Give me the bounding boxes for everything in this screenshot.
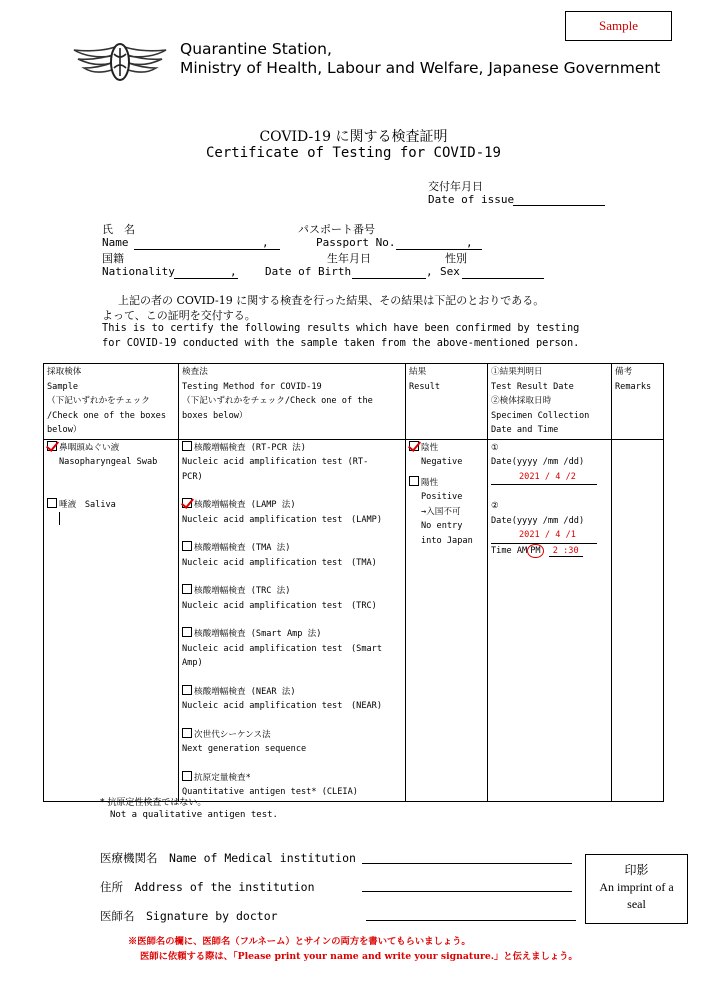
near-checkbox[interactable] [182,685,192,695]
birth-field[interactable] [352,278,426,279]
sample-header-note1: （下記いずれかをチェック [47,396,150,406]
birth-label-en: Date of Birth [265,265,352,278]
ngs-checkbox[interactable] [182,728,192,738]
pm-circled: PM [527,544,543,558]
positive-label-en: Positive [421,492,463,502]
rtpcr-label-jp: 核酸増幅検査 (RT-PCR 法) [194,442,306,453]
ngs-label-en1: Next generation sequence [182,744,307,754]
date2-value[interactable]: 2021 / 4 /1 [491,528,597,544]
date1-value[interactable]: 2021 / 4 /2 [491,470,597,486]
negative-label-jp: 陰性 [421,442,439,453]
sex-label-en: Sex [440,265,460,278]
rtpcr-checkbox[interactable] [182,441,192,451]
date1-format: Date(yyyy /mm /dd) [491,457,585,467]
col-date-header [488,364,612,440]
doctor-label-jp: 医師名 [100,909,135,923]
date1-marker: ① [491,442,499,453]
remarks-header-jp: 備考 [615,367,633,377]
title-en: Certificate of Testing for COVID-19 [205,145,501,161]
lamp-label-en1: Nucleic acid amplification test (LAMP) [182,514,383,525]
date-cell [488,439,612,801]
address-label [100,879,315,895]
date2-marker: ② [491,501,499,511]
near-label-jp: 核酸増幅検査 (NEAR 法) [194,686,296,697]
passport-comma: , [466,236,473,249]
sample-header-en: Sample [47,381,79,392]
smartamp-label-jp: 核酸増幅検査 (Smart Amp 法) [194,629,322,639]
method-header-jp: 検査法 [182,367,208,377]
method-option-ngs[interactable] [182,728,402,743]
trc-label-jp: 核酸増幅検査 (TRC 法) [194,586,291,596]
address-field[interactable] [362,891,572,892]
institution-label [100,850,356,866]
trc-label-en1: Nucleic acid amplification test (TRC) [182,600,377,611]
method-cell [179,439,406,801]
tma-label-jp: 核酸増幅検査 (TMA 法) [194,543,291,553]
footnote-en: Not a qualitative antigen test. [110,810,278,820]
statement-en-2: for COVID-19 conducted with the sample taken from the above-mentioned person. [102,337,580,349]
date-header-en1: Test Result Date [491,381,574,392]
institution-field[interactable] [362,863,572,864]
statement-jp-2: よって、この証明を交付する。 [102,309,256,322]
trc-checkbox[interactable] [182,584,192,594]
swab-checkbox[interactable] [47,441,57,451]
sample-option-swab[interactable] [47,441,175,456]
tma-checkbox[interactable] [182,541,192,551]
smartamp-checkbox[interactable] [182,627,192,637]
method-option-trc[interactable] [182,584,402,599]
method-option-lamp[interactable] [182,498,402,513]
issue-date-field[interactable] [513,205,605,206]
institution-label-en: Name of Medical institution [169,851,356,865]
positive-note-en1: No entry [421,521,463,531]
positive-note-jp: →入国不可 [421,506,461,517]
rtpcr-label-en2: PCR) [182,471,203,482]
name-comma: , [262,236,269,249]
sex-label-jp: 性別 [445,252,467,265]
result-cell [406,439,488,801]
sample-cell [44,439,179,801]
swab-label-jp: 鼻咽頭ぬぐい液 [59,442,120,453]
imprint-box[interactable] [585,854,688,924]
imprint-label-en2: seal [627,897,646,911]
passport-label-jp: パスポート番号 [298,223,375,236]
result-option-positive[interactable] [409,476,484,491]
date2-format: Date(yyyy /mm /dd) [491,515,585,526]
near-label-en1: Nucleic acid amplification test (NEAR) [182,701,383,711]
institution-label-jp: 医療機関名 [100,851,158,865]
title-jp: COVID-19 に関する検査証明 [259,129,448,145]
smartamp-label-en1: Nucleic acid amplification test (Smart [182,643,383,654]
method-option-tma[interactable] [182,541,402,556]
positive-checkbox[interactable] [409,476,419,486]
positive-label-jp: 陽性 [421,477,439,488]
result-option-negative[interactable] [409,441,484,456]
winged-emblem-logo [68,40,172,90]
method-header-note1: （下記いずれかをチェック/Check one of the [182,396,373,406]
date-header-en2: Specimen Collection [491,410,590,421]
date-header-jp2: ②検体採取日時 [491,396,552,406]
antigen-label-en1: Quantitative antigen test* (CLEIA) [182,787,358,797]
method-header-en: Testing Method for COVID-19 [182,381,322,392]
doctor-label-en: Signature by doctor [146,909,278,923]
positive-note-en2: into Japan [421,535,473,546]
text-cursor [47,512,175,526]
birth-comma: , [426,265,433,278]
note-line-1: ※医師名の欄に、医師名（フルネーム）とサインの両方を書いてもらいましょう。 [128,936,471,947]
lamp-checkbox[interactable] [182,498,192,508]
method-option-smartamp[interactable] [182,627,402,642]
issue-label-en: Date of issue [428,193,515,206]
passport-label-en: Passport No. [316,236,396,249]
swab-label-en: Nasopharyngeal Swab [59,457,158,467]
time-row [491,544,608,559]
rtpcr-label-en1: Nucleic acid amplification test (RT- [182,457,369,467]
test-table [43,363,664,802]
birth-label-jp: 生年月日 [327,252,371,265]
sample-header-jp: 採取検体 [47,367,82,377]
imprint-label-jp: 印影 [624,863,649,877]
col-method-header [179,364,406,440]
issue-label-jp: 交付年月日 [428,180,483,193]
result-header-jp: 結果 [409,367,427,377]
statement-jp-1: 上記の者の COVID-19 に関する検査を行った結果、その結果は下記のとおりである。 [118,294,545,307]
date-header-en3: Date and Time [491,425,559,435]
name-field[interactable] [134,249,280,250]
address-label-en: Address of the institution [134,880,315,894]
passport-field[interactable] [396,249,482,250]
antigen-checkbox[interactable] [182,771,192,781]
nationality-label-jp: 国籍 [102,252,124,265]
note-line-2: 医師に依頼する際は、「Please print your name and write your signature.」と伝えましょう。 [140,951,578,962]
name-label-jp: 氏 名 [102,223,135,236]
sample-box: Sample [565,11,672,41]
nationality-field[interactable] [174,278,238,279]
name-label-en: Name [102,236,129,249]
nationality-comma: , [230,265,237,278]
col-result-header [406,364,488,440]
time-label-am: Time AM [491,545,528,556]
org-name-line2: Ministry of Health, Labour and Welfare, Japanese Government [180,59,661,77]
address-label-jp: 住所 [100,880,123,894]
footnote-jp: * 抗原定性検査ではない。 [100,798,207,808]
table-header-row [44,364,664,440]
method-header-note2: boxes below） [182,410,248,421]
nationality-label-en: Nationality [102,265,175,278]
statement-en-1: This is to certify the following results which have been confirmed by testing [102,322,580,334]
ngs-label-jp: 次世代シーケンス法 [194,729,271,740]
method-option-near[interactable] [182,685,402,700]
tma-label-en1: Nucleic acid amplification test (TMA) [182,557,377,568]
saliva-label-en: Saliva [84,499,116,510]
method-option-antigen[interactable] [182,771,402,786]
table-body-row [44,439,664,801]
antigen-label-jp: 抗原定量検査* [194,772,251,783]
negative-label-en: Negative [421,457,463,467]
col-remarks-header [612,364,664,440]
doctor-signature-field[interactable] [366,920,576,921]
saliva-checkbox[interactable] [47,498,57,508]
smartamp-label-en2: Amp) [182,658,203,668]
date-header-jp1: ①結果判明日 [491,367,543,377]
saliva-label-jp: 唾液 [59,499,77,510]
org-name-line1: Quarantine Station, [180,40,332,58]
sample-header-note2: /Check one of the boxes [47,410,166,421]
sex-field[interactable] [462,278,544,279]
doctor-label [100,908,278,924]
sample-header-note3: below） [47,425,82,435]
sample-option-saliva[interactable] [47,498,175,513]
negative-checkbox[interactable] [409,441,419,451]
lamp-label-jp: 核酸増幅検査 (LAMP 法) [194,500,296,510]
remarks-header-en: Remarks [615,381,652,392]
result-header-en: Result [409,381,441,392]
remarks-cell[interactable] [612,439,664,801]
col-sample-header [44,364,179,440]
imprint-label-en1: An imprint of a [599,880,674,894]
time-value[interactable]: 2 :30 [549,546,583,557]
method-option-rtpcr[interactable] [182,441,402,456]
